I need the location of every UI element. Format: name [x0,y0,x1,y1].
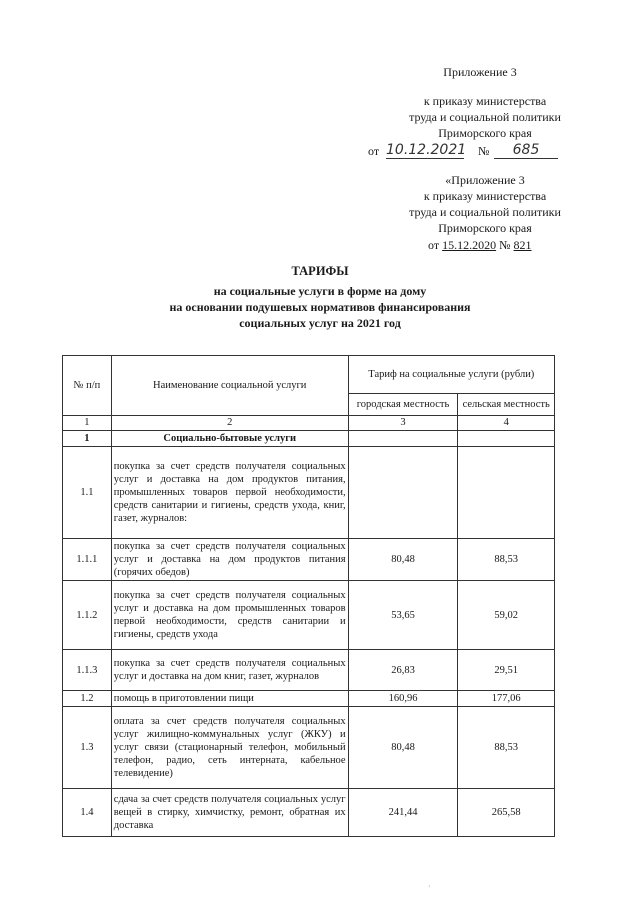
row-number: 1.1.3 [63,650,112,691]
appendix-order-reference [385,93,585,141]
appendix-title: Приложение 3 [443,65,517,79]
order-date-handwritten: 10.12.2021 [386,142,467,158]
row-service-name: оплата за счет средств получателя социальных услуг жилищно-коммунальных услуг (ЖКУ) и услуг связи (стационарный телефон, мобильный телефон, радио, сеть интерната, кабельное телевидение) [111,707,348,789]
row-service-name: помощь в приготовлении пищи [111,691,348,707]
row-rural-tariff: 177,06 [458,691,555,707]
row-number: 1.1.2 [63,581,112,650]
row-urban-tariff: 241,44 [348,789,458,837]
row-number: 1.1.1 [63,539,112,581]
document-heading [120,263,520,331]
order-number-handwritten: 685 [494,142,558,159]
row-rural-tariff: 88,53 [458,707,555,789]
table-row [63,650,555,691]
row-number: 1.2 [63,691,112,707]
heading-line-2: на основании подушевых нормативов финансирования [169,300,471,314]
previous-appendix-title: «Приложение 3 [445,173,525,187]
row-rural-tariff: 265,58 [458,789,555,837]
previous-appendix-line-2: труда и социальной политики [409,205,561,219]
table-row [63,707,555,789]
row-urban-tariff: 26,83 [348,650,458,691]
order-prefix: от [368,144,380,158]
row-number: 1.1 [63,447,112,539]
section-row [63,431,555,447]
order-number-label: № [478,144,490,158]
table-row [63,447,555,539]
table-row [63,691,555,707]
previous-appendix-line-1: к приказу министерства [423,189,547,203]
order-line [368,142,568,160]
row-urban-tariff: 80,48 [348,707,458,789]
appendix-line-3: Приморского края [438,126,532,140]
row-rural-tariff: 59,02 [458,581,555,650]
row-urban-tariff: 53,65 [348,581,458,650]
previous-order-prefix: от [428,238,440,252]
header-tariff: Тариф на социальные услуги (рубли) [348,356,554,394]
previous-order-number-label: № [499,238,511,252]
row-number: 1.3 [63,707,112,789]
previous-appendix-block [385,172,585,236]
row-urban-tariff: 160,96 [348,691,458,707]
section-urban [348,431,458,447]
previous-order-line [428,238,532,253]
column-number: 3 [348,416,458,431]
table-header-row [63,356,555,394]
appendix-line-2: труда и социальной политики [409,110,561,124]
table-row [63,581,555,650]
row-urban-tariff: 80,48 [348,539,458,581]
document-title: ТАРИФЫ [291,264,349,278]
section-rural [458,431,555,447]
row-rural-tariff: 88,53 [458,539,555,581]
column-number-row [63,416,555,431]
table-row [63,789,555,837]
previous-order-date: 15.12.2020 [442,238,497,252]
table-row [63,539,555,581]
row-service-name: сдача за счет средств получателя социальных услуг вещей в стирку, химчистку, ремонт, обратная их доставка [111,789,348,837]
header-urban: городская местность [348,394,458,416]
heading-line-1: на социальные услуги в форме на дому [213,284,427,298]
column-number: 1 [63,416,112,431]
previous-appendix-line-3: Приморского края [438,221,532,235]
tariffs-table [62,355,555,837]
header-rural: сельская местность [458,394,555,416]
row-rural-tariff [458,447,555,539]
header-service-name: Наименование социальной услуги [111,356,348,416]
row-service-name: покупка за счет средств получателя социальных услуг и доставка на дом промышленных товаров первой необходимости, средств санитарии и гигиены, средств ухода [111,581,348,650]
row-service-name: покупка за счет средств получателя социальных услуг и доставка на дом продуктов питания (горячих обедов) [111,539,348,581]
row-rural-tariff: 29,51 [458,650,555,691]
column-number: 2 [111,416,348,431]
row-service-name: покупка за счет средств получателя социальных услуг и доставка на дом продуктов питания, промышленных товаров первой необходимости, средств санитарии и гигиены, средств ухода, книг, газет, журналов: [111,447,348,539]
appendix-line-1: к приказу министерства [423,94,547,108]
scan-speck: · [428,882,431,891]
header-number: № п/п [63,356,112,416]
previous-order-number: 821 [513,238,532,252]
section-name: Социально-бытовые услуги [111,431,348,447]
heading-line-3: социальных услуг на 2021 год [239,316,401,330]
row-urban-tariff [348,447,458,539]
section-number: 1 [63,431,112,447]
row-number: 1.4 [63,789,112,837]
row-service-name: покупка за счет средств получателя социальных услуг и доставка на дом книг, газет, журналов [111,650,348,691]
column-number: 4 [458,416,555,431]
